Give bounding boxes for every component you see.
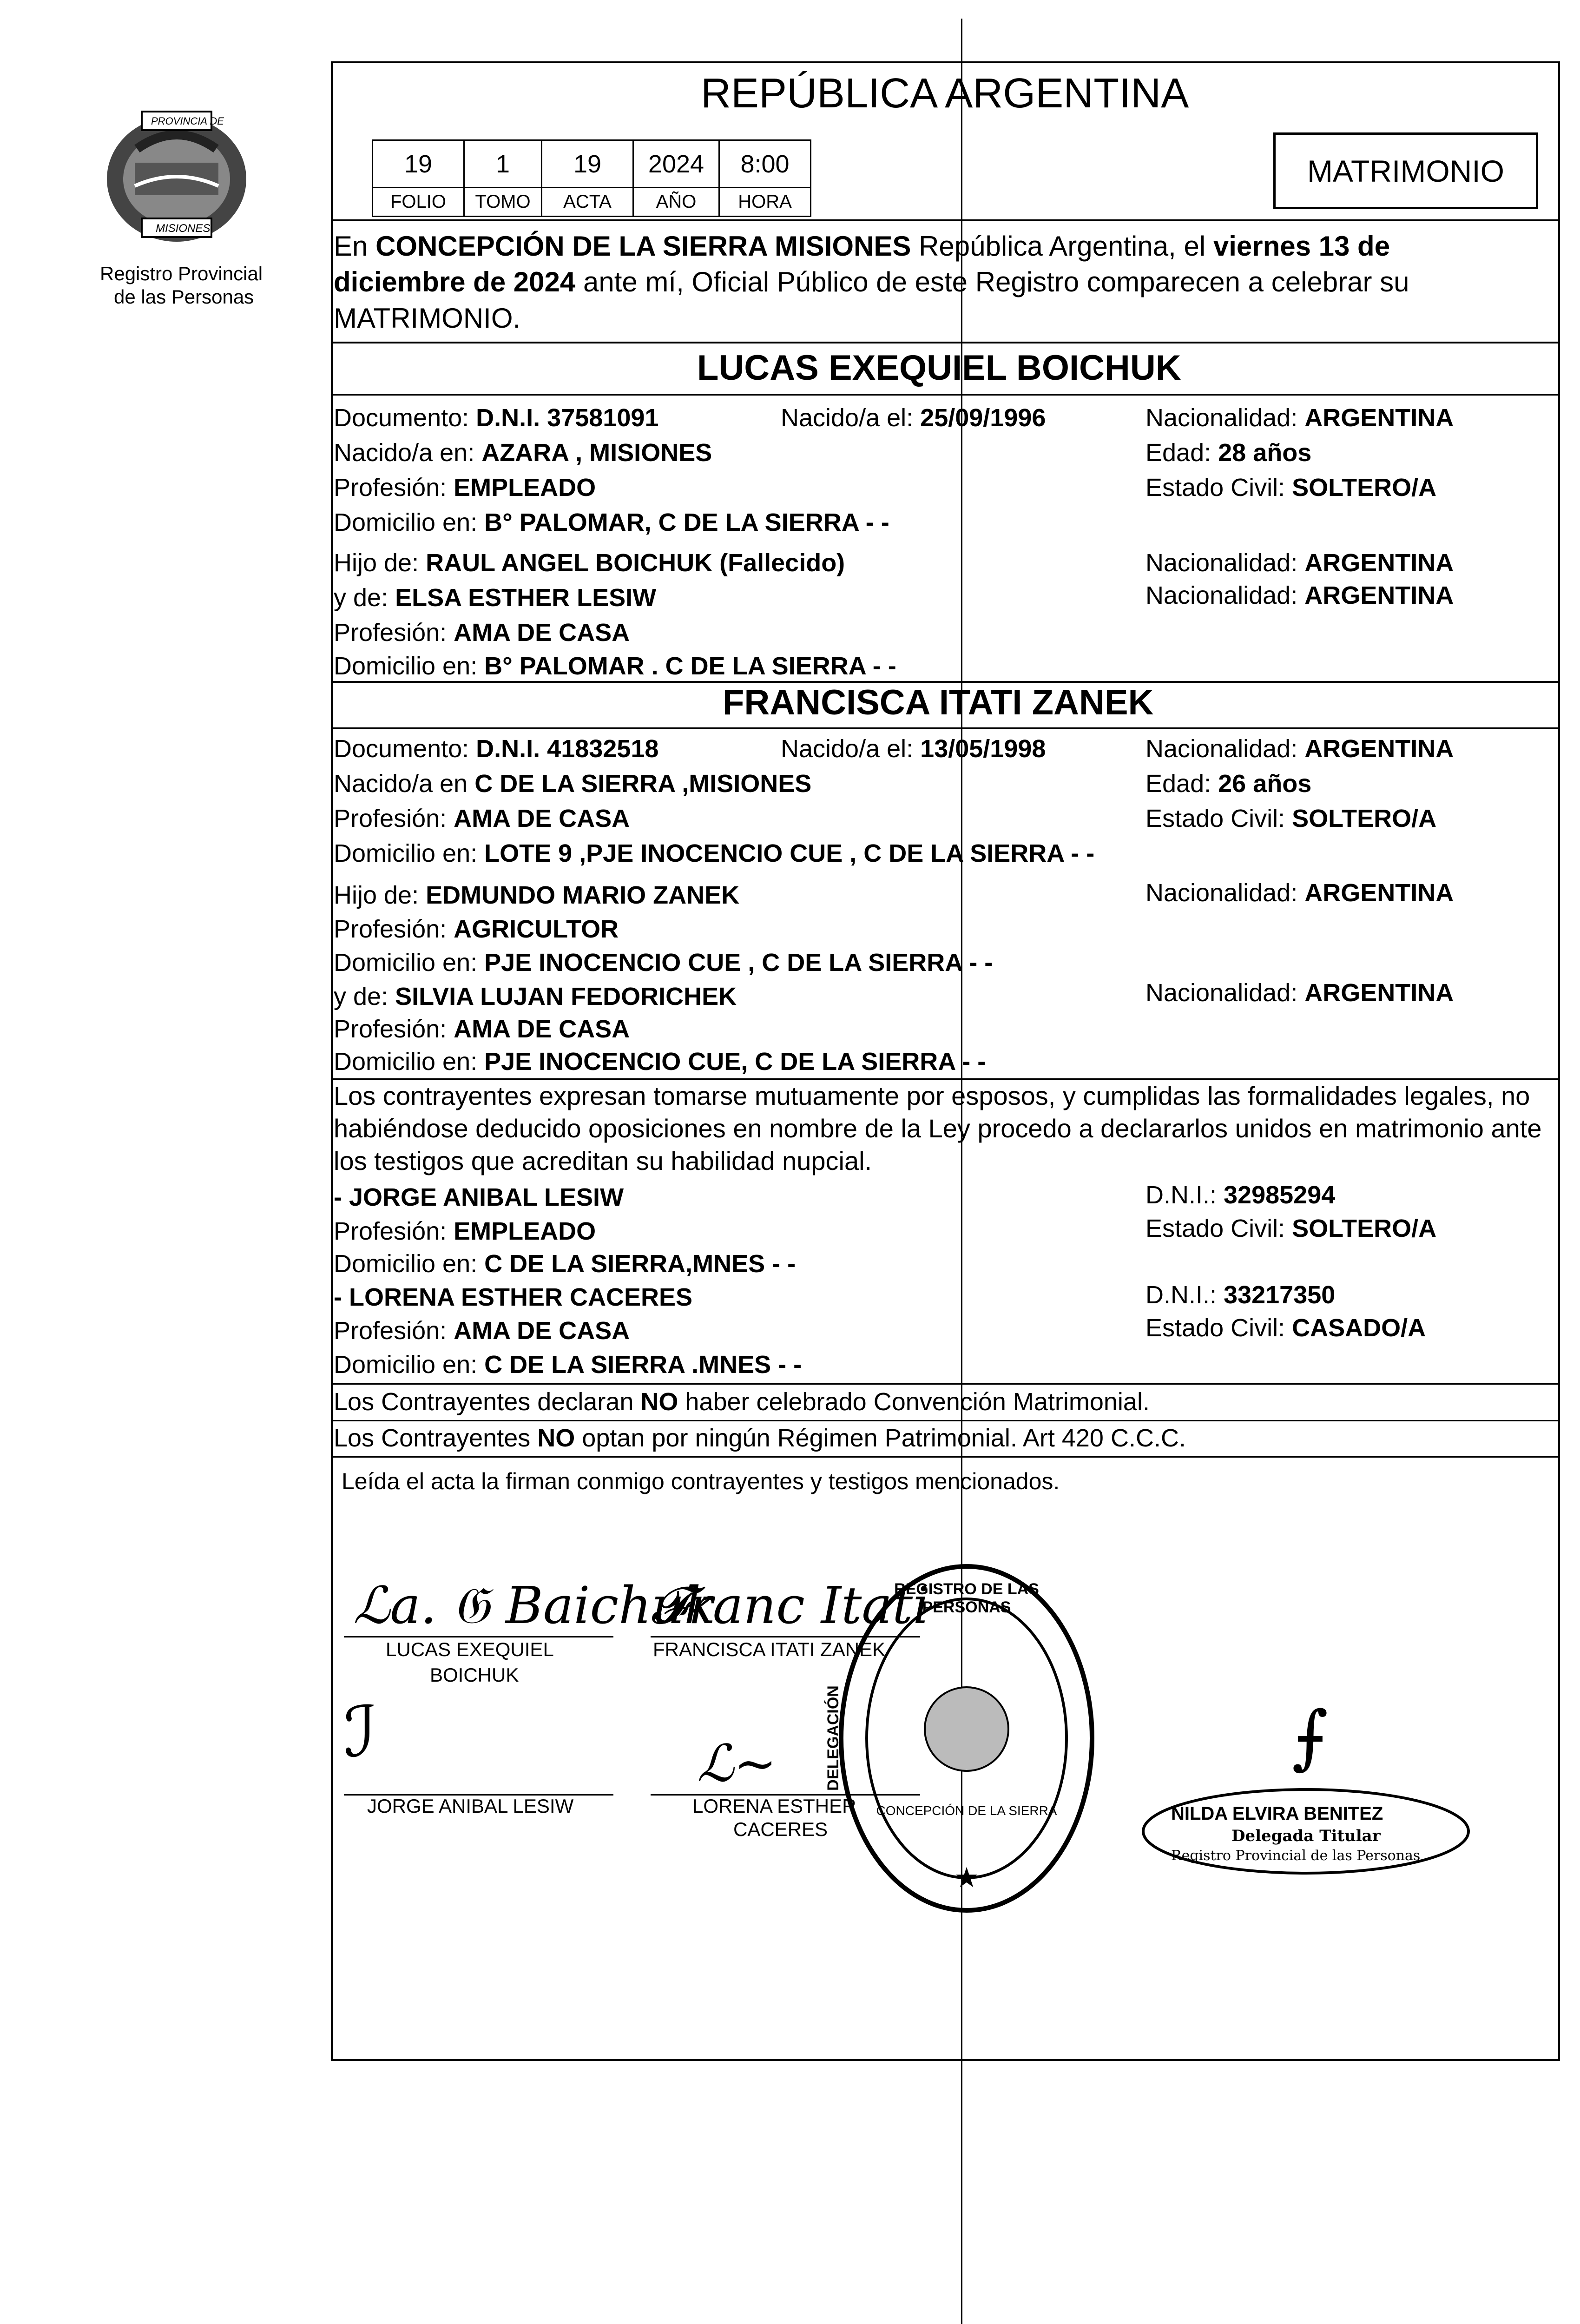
groom-signature-line xyxy=(344,1636,613,1637)
witness1-dni: D.N.I.: 32985294 xyxy=(1146,1181,1336,1209)
groom-name-divider xyxy=(331,394,1560,396)
registry-seal-stamp xyxy=(824,1562,1097,1915)
groom-nationality: Nacionalidad: ARGENTINA xyxy=(1146,404,1454,432)
seal-text: REGISTRO DE LAS PERSONAS xyxy=(894,1580,1039,1616)
groom-father: Hijo de: RAUL ANGEL BOICHUK (Fallecido) xyxy=(334,549,845,577)
witness2-signature-label1: LORENA ESTHER xyxy=(692,1795,856,1817)
province-emblem xyxy=(91,93,263,251)
groom-father-nationality: Nacionalidad: ARGENTINA xyxy=(1146,549,1454,577)
hora-label: HORA xyxy=(718,187,811,217)
folio-label: FOLIO xyxy=(372,187,465,217)
groom-birthplace: Nacido/a en: AZARA , MISIONES xyxy=(334,439,712,467)
anio-value: 2024 xyxy=(632,139,720,188)
witness1-signature: ℐ xyxy=(344,1692,377,1773)
groom-mother-address: Domicilio en: B° PALOMAR . C DE LA SIERRA - - xyxy=(334,652,896,680)
registry-label-line1: Registro Provincial xyxy=(100,263,263,284)
witness2-dni: D.N.I.: 33217350 xyxy=(1146,1281,1336,1309)
registry-label-line2: de las Personas xyxy=(114,286,254,308)
groom-mother: y de: ELSA ESTHER LESIW xyxy=(334,584,657,612)
witness1-civil-status: Estado Civil: SOLTERO/A xyxy=(1146,1215,1437,1242)
seal-left-text: DELEGACIÓN xyxy=(824,1685,842,1791)
convention-statement: Los Contrayentes declaran NO haber celebrado Convención Matrimonial. xyxy=(334,1388,1150,1416)
tomo-value: 1 xyxy=(463,139,542,188)
record-type-badge: MATRIMONIO xyxy=(1273,132,1538,209)
groom-name: LUCAS EXEQUIEL BOICHUK xyxy=(697,348,1181,388)
anio-label: AÑO xyxy=(632,187,720,217)
declaration-line3: los testigos que acreditan su habilidad nupcial. xyxy=(334,1146,872,1175)
official-stamp xyxy=(1139,1785,1473,1878)
witness2-profession: Profesión: AMA DE CASA xyxy=(334,1317,630,1345)
bride-mother-nationality: Nacionalidad: ARGENTINA xyxy=(1146,979,1454,1007)
bride-document: Documento: D.N.I. 41832518 xyxy=(334,735,659,763)
declaration-line2: habiéndose deducido oposiciones en nombre de la Ley procedo a declararlos unidos en matrimonio ante xyxy=(334,1114,1542,1143)
intro-divider xyxy=(331,342,1560,343)
acta-value: 19 xyxy=(541,139,634,188)
bride-signature-label: FRANCISCA ITATI ZANEK xyxy=(653,1638,886,1660)
declaration-line1: Los contrayentes expresan tomarse mutuamente por esposos, y cumplidas las formalidades legales, no xyxy=(334,1081,1530,1110)
groom-profession: Profesión: EMPLEADO xyxy=(334,474,596,502)
header-divider xyxy=(331,219,1560,221)
hora-value: 8:00 xyxy=(718,139,811,188)
bride-mother-profession: Profesión: AMA DE CASA xyxy=(334,1015,630,1043)
groom-document: Documento: D.N.I. 37581091 xyxy=(334,404,659,432)
witness1-address: Domicilio en: C DE LA SIERRA,MNES - - xyxy=(334,1250,796,1278)
frame-right xyxy=(1558,61,1560,2060)
regime-divider xyxy=(331,1456,1560,1458)
groom-signature: ℒa. 𝔊 Baichuk xyxy=(353,1576,716,1635)
bride-birthdate: Nacido/a el: 13/05/1998 xyxy=(781,735,1046,763)
groom-birthdate: Nacido/a el: 25/09/1996 xyxy=(781,404,1046,432)
closing-statement: Leída el acta la firman conmigo contrayentes y testigos mencionados. xyxy=(342,1468,1060,1494)
bride-father-address: Domicilio en: PJE INOCENCIO CUE , C DE LA SIERRA - - xyxy=(334,949,993,977)
witness1-signature-label: JORGE ANIBAL LESIW xyxy=(367,1795,574,1817)
witness2-signature: ℒ∼ xyxy=(697,1734,777,1793)
emblem-top-text: PROVINCIA DE xyxy=(151,115,224,127)
folio-value: 19 xyxy=(372,139,465,188)
frame-top xyxy=(331,61,1560,63)
bride-address: Domicilio en: LOTE 9 ,PJE INOCENCIO CUE , C DE LA SIERRA - - xyxy=(334,839,1095,867)
bride-birthplace: Nacido/a en C DE LA SIERRA ,MISIONES xyxy=(334,770,812,798)
groom-mother-nationality: Nacionalidad: ARGENTINA xyxy=(1146,581,1454,609)
bride-divider xyxy=(331,1078,1560,1080)
groom-address: Domicilio en: B° PALOMAR, C DE LA SIERRA - - xyxy=(334,508,889,536)
official-name: NILDA ELVIRA BENITEZ xyxy=(1171,1803,1383,1824)
witness2-civil-status: Estado Civil: CASADO/A xyxy=(1146,1314,1426,1342)
bride-father-nationality: Nacionalidad: ARGENTINA xyxy=(1146,879,1454,907)
convention-divider xyxy=(331,1420,1560,1421)
svg-text:★: ★ xyxy=(954,1862,979,1893)
witness2-address: Domicilio en: C DE LA SIERRA .MNES - - xyxy=(334,1351,802,1379)
witness1-profession: Profesión: EMPLEADO xyxy=(334,1217,596,1245)
official-role: Delegada Titular xyxy=(1231,1827,1381,1845)
bride-mother-address: Domicilio en: PJE INOCENCIO CUE, C DE LA SIERRA - - xyxy=(334,1048,986,1076)
witness2-name: - LORENA ESTHER CACERES xyxy=(334,1283,693,1311)
witness-divider xyxy=(331,1383,1560,1385)
acta-label: ACTA xyxy=(541,187,634,217)
bride-father-profession: Profesión: AGRICULTOR xyxy=(334,915,619,943)
groom-age: Edad: 28 años xyxy=(1146,439,1312,467)
frame-left xyxy=(331,61,333,2060)
page-title: REPÚBLICA ARGENTINA xyxy=(701,70,1189,117)
groom-signature-label1: LUCAS EXEQUIEL xyxy=(386,1638,554,1660)
groom-signature-label2: BOICHUK xyxy=(430,1664,519,1686)
regime-statement: Los Contrayentes NO optan por ningún Régimen Patrimonial. Art 420 C.C.C. xyxy=(334,1424,1186,1452)
groom-mother-profession: Profesión: AMA DE CASA xyxy=(334,619,630,647)
bride-profession: Profesión: AMA DE CASA xyxy=(334,805,630,832)
official-org: Registro Provincial de las Personas xyxy=(1171,1848,1421,1864)
bride-age: Edad: 26 años xyxy=(1146,770,1312,798)
bride-mother: y de: SILVIA LUJAN FEDORICHEK xyxy=(334,983,737,1010)
witness1-name: - JORGE ANIBAL LESIW xyxy=(334,1183,624,1211)
intro-line2: diciembre de 2024 ante mí, Oficial Público de este Registro comparecen a celebrar su xyxy=(334,266,1409,297)
intro-line1: En CONCEPCIÓN DE LA SIERRA MISIONES República Argentina, el viernes 13 de xyxy=(334,231,1390,262)
groom-civil-status: Estado Civil: SOLTERO/A xyxy=(1146,474,1437,502)
official-signature: ⨍ xyxy=(1292,1697,1329,1777)
bride-father: Hijo de: EDMUNDO MARIO ZANEK xyxy=(334,881,740,909)
frame-bottom xyxy=(331,2059,1560,2061)
seal-inner-text: CONCEPCIÓN DE LA SIERRA xyxy=(876,1803,1057,1818)
bride-name-divider xyxy=(331,727,1560,729)
bride-civil-status: Estado Civil: SOLTERO/A xyxy=(1146,805,1437,832)
tomo-label: TOMO xyxy=(463,187,542,217)
bride-name: FRANCISCA ITATI ZANEK xyxy=(723,683,1154,722)
bride-signature: 𝓕ranc Itati xyxy=(651,1576,929,1635)
emblem-bottom-text: MISIONES xyxy=(156,222,211,235)
intro-line3: MATRIMONIO. xyxy=(334,303,521,334)
witness2-signature-label2: CACERES xyxy=(733,1818,828,1840)
bride-nationality: Nacionalidad: ARGENTINA xyxy=(1146,735,1454,763)
